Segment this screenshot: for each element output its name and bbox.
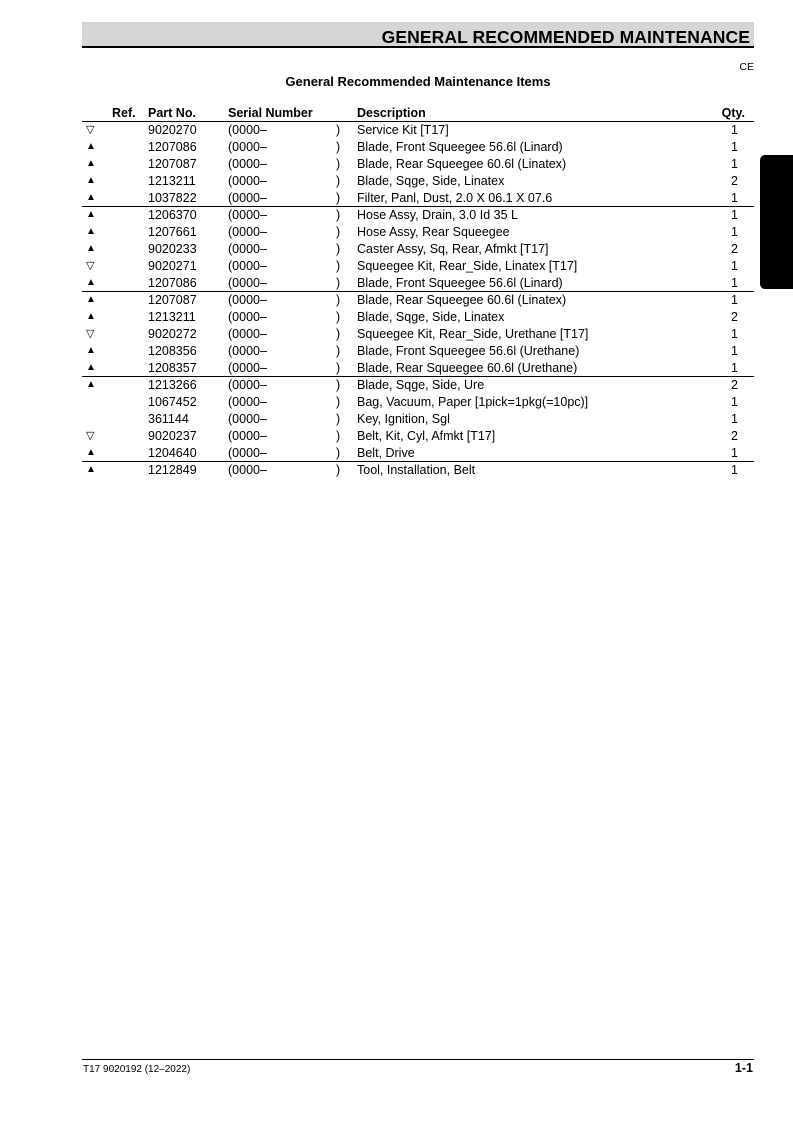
document-number: T17 9020192 (12–2022) bbox=[83, 1064, 191, 1075]
table-header-row bbox=[82, 105, 754, 122]
part-description: Belt, Kit, Cyl, Afmkt [T17] bbox=[357, 429, 496, 443]
table-row bbox=[82, 292, 754, 309]
serial-number: (0000– bbox=[228, 378, 267, 392]
table-row bbox=[82, 462, 754, 479]
quantity: 2 bbox=[731, 310, 738, 324]
part-number: 1207087 bbox=[148, 293, 197, 307]
part-number: 1204640 bbox=[148, 446, 197, 460]
ref-marker-icon: ▲ bbox=[86, 141, 96, 152]
part-description: Hose Assy, Rear Squeegee bbox=[357, 225, 510, 239]
part-description: Filter, Panl, Dust, 2.0 X 06.1 X 07.6 bbox=[357, 191, 553, 205]
table-row bbox=[82, 428, 754, 445]
page-number: 1-1 bbox=[734, 1061, 753, 1075]
serial-range-close: ) bbox=[336, 429, 341, 443]
serial-range-close: ) bbox=[336, 395, 341, 409]
serial-range-close: ) bbox=[336, 259, 341, 273]
serial-range-close: ) bbox=[336, 446, 341, 460]
quantity: 1 bbox=[731, 276, 738, 290]
part-description: Blade, Rear Squeegee 60.6l (Urethane) bbox=[357, 361, 578, 375]
column-header-description: Description bbox=[357, 106, 426, 120]
serial-range-close: ) bbox=[336, 191, 341, 205]
part-description: Key, Ignition, Sgl bbox=[357, 412, 450, 426]
ref-marker-icon: ▽ bbox=[86, 260, 95, 272]
part-description: Blade, Sqge, Side, Ure bbox=[357, 378, 485, 392]
serial-range-close: ) bbox=[336, 344, 341, 358]
serial-number: (0000– bbox=[228, 276, 267, 290]
part-description: Squeegee Kit, Rear_Side, Urethane [T17] bbox=[357, 327, 589, 341]
part-number: 9020233 bbox=[148, 242, 197, 256]
column-header-qty: Qty. bbox=[721, 106, 745, 120]
quantity: 1 bbox=[731, 361, 738, 375]
serial-number: (0000– bbox=[228, 242, 267, 256]
serial-range-close: ) bbox=[336, 225, 341, 239]
serial-range-close: ) bbox=[336, 276, 341, 290]
ref-marker-icon: ▲ bbox=[86, 158, 96, 169]
quantity: 1 bbox=[731, 140, 738, 154]
part-description: Blade, Front Squeegee 56.6l (Urethane) bbox=[357, 344, 580, 358]
table-row bbox=[82, 190, 754, 207]
table-row bbox=[82, 122, 754, 139]
region-label: CE bbox=[739, 61, 754, 73]
serial-number: (0000– bbox=[228, 225, 267, 239]
serial-number: (0000– bbox=[228, 140, 267, 154]
part-description: Bag, Vacuum, Paper [1pick=1pkg(=10pc)] bbox=[357, 395, 589, 409]
part-number: 9020270 bbox=[148, 123, 197, 137]
quantity: 2 bbox=[731, 429, 738, 443]
part-description: Service Kit [T17] bbox=[357, 123, 449, 137]
table-row bbox=[82, 360, 754, 377]
serial-number: (0000– bbox=[228, 446, 267, 460]
serial-number: (0000– bbox=[228, 395, 267, 409]
parts-table bbox=[82, 105, 754, 479]
serial-range-close: ) bbox=[336, 463, 341, 477]
ref-marker-icon: ▲ bbox=[86, 226, 96, 237]
part-description: Blade, Sqge, Side, Linatex bbox=[357, 310, 505, 324]
section-tab-marker bbox=[760, 155, 793, 289]
part-number: 1213211 bbox=[148, 310, 196, 324]
table-row bbox=[82, 207, 754, 224]
table-row bbox=[82, 343, 754, 360]
ref-marker-icon: ▲ bbox=[86, 192, 96, 203]
ref-marker-icon: ▲ bbox=[86, 277, 96, 288]
part-description: Belt, Drive bbox=[357, 446, 415, 460]
serial-number: (0000– bbox=[228, 293, 267, 307]
part-description: Blade, Front Squeegee 56.6l (Linard) bbox=[357, 140, 563, 154]
ref-marker-icon: ▲ bbox=[86, 209, 96, 220]
part-number: 1208356 bbox=[148, 344, 197, 358]
quantity: 1 bbox=[731, 412, 738, 426]
serial-range-close: ) bbox=[336, 293, 341, 307]
column-header-part: Part No. bbox=[148, 106, 196, 120]
section-subtitle: General Recommended Maintenance Items bbox=[285, 74, 551, 89]
serial-range-close: ) bbox=[336, 140, 341, 154]
quantity: 1 bbox=[731, 191, 738, 205]
part-description: Tool, Installation, Belt bbox=[357, 463, 476, 477]
quantity: 1 bbox=[731, 225, 738, 239]
table-row bbox=[82, 156, 754, 173]
serial-range-close: ) bbox=[336, 123, 341, 137]
ref-marker-icon: ▲ bbox=[86, 311, 96, 322]
serial-range-close: ) bbox=[336, 378, 341, 392]
part-number: 9020271 bbox=[148, 259, 197, 273]
quantity: 1 bbox=[731, 123, 738, 137]
part-description: Blade, Rear Squeegee 60.6l (Linatex) bbox=[357, 157, 567, 171]
table-row bbox=[82, 445, 754, 462]
serial-number: (0000– bbox=[228, 208, 267, 222]
serial-range-close: ) bbox=[336, 310, 341, 324]
serial-number: (0000– bbox=[228, 191, 267, 205]
table-row bbox=[82, 377, 754, 394]
quantity: 1 bbox=[731, 327, 738, 341]
serial-range-close: ) bbox=[336, 174, 341, 188]
part-number: 1037822 bbox=[148, 191, 197, 205]
part-number: 1207086 bbox=[148, 276, 197, 290]
page-header-bar bbox=[82, 22, 754, 48]
serial-number: (0000– bbox=[228, 412, 267, 426]
footer-divider bbox=[82, 1059, 754, 1060]
ref-marker-icon: ▲ bbox=[86, 294, 96, 305]
part-description: Caster Assy, Sq, Rear, Afmkt [T17] bbox=[357, 242, 549, 256]
quantity: 1 bbox=[731, 395, 738, 409]
quantity: 2 bbox=[731, 174, 738, 188]
serial-number: (0000– bbox=[228, 463, 267, 477]
table-row bbox=[82, 224, 754, 241]
part-number: 1207661 bbox=[148, 225, 197, 239]
table-row bbox=[82, 394, 754, 411]
serial-range-close: ) bbox=[336, 327, 341, 341]
part-description: Blade, Rear Squeegee 60.6l (Linatex) bbox=[357, 293, 567, 307]
quantity: 1 bbox=[731, 259, 738, 273]
table-body bbox=[82, 122, 754, 479]
part-number: 1212849 bbox=[148, 463, 197, 477]
part-number: 9020272 bbox=[148, 327, 197, 341]
serial-number: (0000– bbox=[228, 157, 267, 171]
column-header-ref: Ref. bbox=[112, 106, 136, 120]
ref-marker-icon: ▲ bbox=[86, 175, 96, 186]
part-number: 9020237 bbox=[148, 429, 197, 443]
table-row bbox=[82, 411, 754, 428]
serial-range-close: ) bbox=[336, 157, 341, 171]
ref-marker-icon: ▲ bbox=[86, 345, 96, 356]
quantity: 1 bbox=[731, 344, 738, 358]
serial-number: (0000– bbox=[228, 259, 267, 273]
part-description: Blade, Front Squeegee 56.6l (Linard) bbox=[357, 276, 563, 290]
part-number: 1213266 bbox=[148, 378, 197, 392]
ref-marker-icon: ▽ bbox=[86, 328, 95, 340]
part-number: 1207086 bbox=[148, 140, 197, 154]
quantity: 1 bbox=[731, 208, 738, 222]
serial-number: (0000– bbox=[228, 361, 267, 375]
part-number: 1067452 bbox=[148, 395, 197, 409]
ref-marker-icon: ▲ bbox=[86, 243, 96, 254]
quantity: 1 bbox=[731, 463, 738, 477]
quantity: 2 bbox=[731, 242, 738, 256]
ref-marker-icon: ▲ bbox=[86, 379, 96, 390]
quantity: 1 bbox=[731, 157, 738, 171]
serial-range-close: ) bbox=[336, 361, 341, 375]
ref-marker-icon: ▽ bbox=[86, 430, 95, 442]
table-row bbox=[82, 139, 754, 156]
ref-marker-icon: ▽ bbox=[86, 124, 95, 136]
serial-number: (0000– bbox=[228, 123, 267, 137]
serial-number: (0000– bbox=[228, 327, 267, 341]
table-row bbox=[82, 241, 754, 258]
part-description: Squeegee Kit, Rear_Side, Linatex [T17] bbox=[357, 259, 578, 273]
quantity: 1 bbox=[731, 446, 738, 460]
part-number: 1207087 bbox=[148, 157, 197, 171]
ref-marker-icon: ▲ bbox=[86, 447, 96, 458]
ref-marker-icon: ▲ bbox=[86, 362, 96, 373]
serial-number: (0000– bbox=[228, 174, 267, 188]
serial-number: (0000– bbox=[228, 344, 267, 358]
quantity: 2 bbox=[731, 378, 738, 392]
ref-marker-icon: ▲ bbox=[86, 464, 96, 475]
table-row bbox=[82, 326, 754, 343]
quantity: 1 bbox=[731, 293, 738, 307]
table-row bbox=[82, 258, 754, 275]
table-row bbox=[82, 173, 754, 190]
serial-number: (0000– bbox=[228, 429, 267, 443]
part-description: Blade, Sqge, Side, Linatex bbox=[357, 174, 505, 188]
table-row bbox=[82, 309, 754, 326]
column-header-serial: Serial Number bbox=[228, 106, 313, 120]
serial-range-close: ) bbox=[336, 208, 341, 222]
part-number: 1213211 bbox=[148, 174, 196, 188]
part-number: 361144 bbox=[148, 412, 189, 426]
page-title: GENERAL RECOMMENDED MAINTENANCE bbox=[381, 27, 750, 47]
serial-range-close: ) bbox=[336, 242, 341, 256]
table-row bbox=[82, 275, 754, 292]
serial-range-close: ) bbox=[336, 412, 341, 426]
part-number: 1206370 bbox=[148, 208, 197, 222]
serial-number: (0000– bbox=[228, 310, 267, 324]
part-description: Hose Assy, Drain, 3.0 Id 35 L bbox=[357, 208, 518, 222]
part-number: 1208357 bbox=[148, 361, 197, 375]
